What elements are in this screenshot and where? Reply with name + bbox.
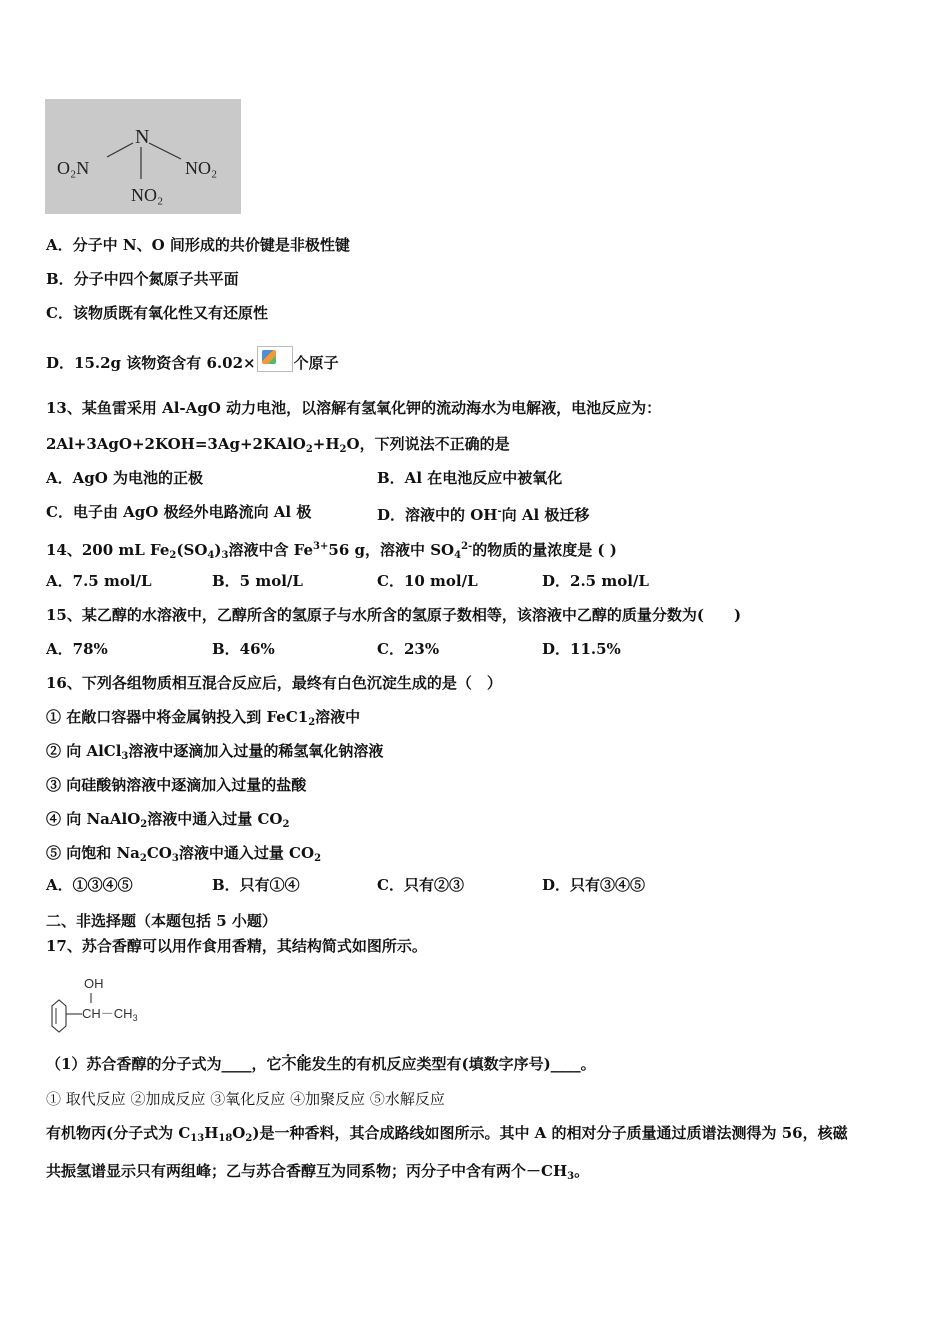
q13-option-d: D．溶液中的 OH-向 Al 极迁移 — [377, 506, 590, 524]
q15-option-d: D．11.5% — [542, 640, 621, 658]
q14-stem: 14、200 mL $Fe_2(SO_4)_3$溶液中含 $Fe^{3+}56$ g，溶液中 $SO_4^{2-}$的物质的量浓度是 ( ) — [46, 541, 617, 561]
q16-stem: 16、下列各组物质相互混合反应后，最终有白色沉淀生成的是（ ） — [46, 674, 502, 692]
q16-item-3: ③ 向硅酸钠溶液中逐滴加入过量的盐酸 — [46, 776, 307, 794]
q13-equation: $2Al+3AgO+2KOH=3Ag+2KAlO_2+H_2O$，下列说法不正确的是 — [46, 435, 510, 455]
q13-option-a: A．AgO 为电池的正极 — [46, 469, 204, 487]
q13-stem: 13、某鱼雷采用 Al-AgO 动力电池，以溶解有氢氧化钾的流动海水为电解液，电池反应为： — [46, 399, 662, 417]
q16-item-1: ① 在敞口容器中将金属钠投入到 $FeC1_2$溶液中 — [46, 708, 361, 728]
ch-ch3-chain: $CH-CH_3$ — [82, 1006, 138, 1023]
broken-image-icon — [257, 346, 293, 372]
group-no2-bottom: NO₂ — [131, 185, 164, 205]
atom-n-center: N — [135, 126, 150, 148]
group-no2-right: NO₂ — [185, 158, 218, 178]
q17-sub1: （1）苏合香醇的分子式为____，它不能发生的有机反应类型有(填数字序号)____。 — [46, 1055, 596, 1073]
phenylethanol-structure — [48, 970, 158, 1036]
q15-option-c: C．23% — [377, 640, 440, 658]
q13-option-b: B．Al 在电池反应中被氧化 — [377, 469, 563, 487]
q14-option-b: B．5 mol/L — [212, 572, 303, 590]
q13-option-c: C．电子由 AgO 极经外电路流向 Al 极 — [46, 503, 312, 521]
molecule-figure-trinitramide — [45, 99, 241, 214]
q14-option-c: C．10 mol/L — [377, 572, 478, 590]
section-heading: 二、非选择题（本题包括 5 小题） — [46, 912, 277, 930]
q12-option-d: D．15.2g 该物资含有 6.02× 个原子 — [46, 346, 339, 374]
q17-paragraph-line1: 有机物丙(分子式为 $C_{13}H_{18}O_2$)是一种香料，其合成路线如图所示。其中 A 的相对分子质量通过质谱法测得为 56，核磁 — [46, 1124, 848, 1144]
q17-stem: 17、苏合香醇可以用作食用香精，其结构简式如图所示。 — [46, 937, 427, 955]
q14-option-a: A．7.5 mol/L — [46, 572, 152, 590]
q16-item-2: ② 向 AlCl$_3$溶液中逐滴加入过量的稀氢氧化钠溶液 — [46, 742, 384, 762]
q15-option-a: A．78% — [46, 640, 108, 658]
trinitramide-structure — [45, 99, 241, 214]
oh-group: OH — [84, 976, 104, 991]
q17-paragraph-line2: 共振氢谱显示只有两组峰；乙与苏合香醇互为同系物；丙分子中含有两个$-CH_3$。 — [46, 1162, 590, 1182]
q14-option-d: D．2.5 mol/L — [542, 572, 649, 590]
q16-item-5: ⑤ 向饱和 $Na_2CO_3$溶液中通入过量 $CO_2$ — [46, 844, 322, 864]
q12-option-c: C．该物质既有氧化性又有还原性 — [46, 304, 268, 322]
q16-option-d: D．只有③④⑤ — [542, 876, 646, 894]
q16-option-c: C．只有②③ — [377, 876, 464, 894]
q15-option-b: B．46% — [212, 640, 275, 658]
q12-option-a: A．分子中 N、O 间形成的共价键是非极性键 — [46, 236, 350, 254]
q12-option-b: B．分子中四个氮原子共平面 — [46, 270, 239, 288]
q16-option-a: A．①③④⑤ — [46, 876, 133, 894]
q16-item-4: ④ 向 NaAlO$_2$溶液中通入过量 $CO_2$ — [46, 810, 290, 830]
q16-option-b: B．只有①④ — [212, 876, 300, 894]
q17-reaction-types: ① 取代反应 ②加成反应 ③氧化反应 ④加聚反应 ⑤水解反应 — [46, 1090, 445, 1108]
molecule-figure-phenylethanol — [48, 970, 158, 1036]
q15-stem: 15、某乙醇的水溶液中，乙醇所含的氢原子与水所含的氢原子数相等，该溶液中乙醇的质量分数为( ) — [46, 606, 742, 624]
group-o2n: O₂N — [57, 158, 90, 178]
